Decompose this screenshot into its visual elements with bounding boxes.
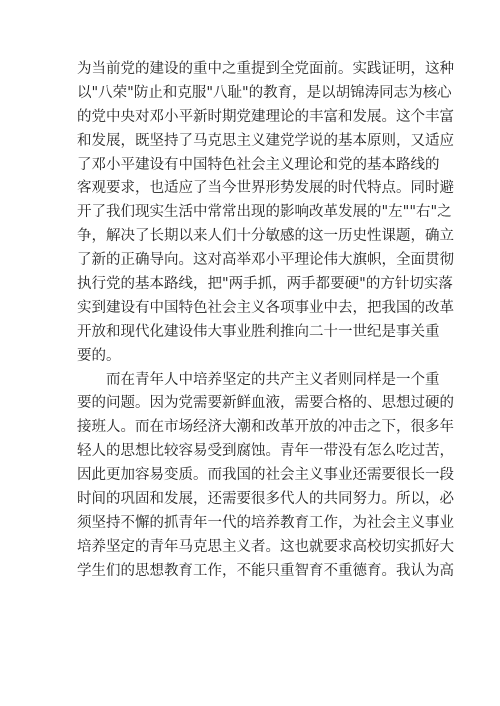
text-line: 了新的正确导向。这对高举邓小平理论伟大旗帜，全面贯彻 (77, 252, 454, 269)
text-line: 以"八荣"防止和克服"八耻"的教育，是以胡锦涛同志为核心 (77, 84, 452, 101)
text-line: 为当前党的建设的重中之重提到全党面前。实践证明，这种 (77, 61, 454, 77)
text-line: 时间的巩固和发展，还需要很多代人的共同努力。所以，必 (77, 491, 454, 508)
text-line: 学生们的思想教育工作，不能只重智育不重德育。我认为高 (77, 562, 454, 579)
text-line: 了邓小平建设有中国特色社会主义理论和党的基本路线的 (77, 156, 440, 173)
text-line: 的党中央对邓小平新时期党建理论的丰富和发展。这个丰富 (77, 108, 454, 125)
paragraph-end-line: 要的。 (77, 347, 121, 364)
body-text (77, 58, 454, 584)
text-line: 执行党的基本路线，把"两手抓，两手都要硬"的方针切实落 (77, 276, 453, 293)
text-line: 开放和现代化建设伟大事业胜利推向二十一世纪是事关重 (77, 323, 440, 340)
text-line: 须坚持不懈的抓青年一代的培养教育工作，为社会主义事业 (77, 514, 454, 531)
text-line: 培养坚定的青年马克思主义者。这也就要求高校切实抓好大 (77, 538, 454, 555)
text-line: 开了我们现实生活中常常出现的影响改革发展的"左""右"之 (77, 204, 452, 221)
paragraph-first-line: 而在青年人中培养坚定的共产主义者则同样是一个重 (106, 371, 440, 388)
text-line: 要的问题。因为党需要新鲜血液，需要合格的、思想过硬的 (77, 395, 454, 412)
text-line: 接班人。而在市场经济大潮和改革开放的冲击之下，很多年 (77, 419, 454, 436)
text-line: 争，解决了长期以来人们十分敏感的这一历史性课题，确立 (77, 228, 454, 245)
text-line: 实到建设有中国特色社会主义各项事业中去，把我国的改革 (77, 299, 454, 316)
text-line: 因此更加容易变质。而我国的社会主义事业还需要很长一段 (77, 467, 454, 484)
text-line: 客观要求，也适应了当今世界形势发展的时代特点。同时避 (77, 180, 454, 197)
text-line: 轻人的思想比较容易受到腐蚀。青年一带没有怎么吃过苦， (77, 443, 454, 460)
text-line: 和发展，既坚持了马克思主义建党学说的基本原则，又适应 (77, 132, 454, 149)
